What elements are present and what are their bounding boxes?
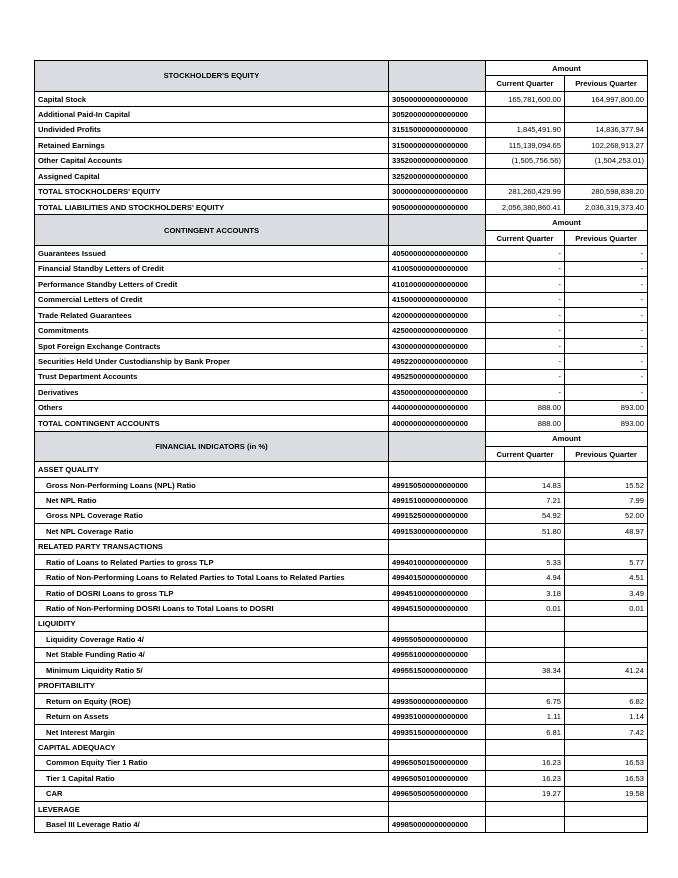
account-code: 440000000000000000: [389, 400, 486, 415]
previous-quarter-value: 164,997,800.00: [565, 91, 648, 106]
previous-quarter-value: -: [565, 246, 648, 261]
table-row: [35, 693, 648, 708]
row-label: Minimum Liquidity Ratio 5/: [35, 663, 389, 678]
previous-quarter-value: 7.42: [565, 724, 648, 739]
current-quarter-value: -: [486, 292, 565, 307]
table-row: [35, 724, 648, 739]
table-row: [35, 555, 648, 570]
previous-quarter-header: Previous Quarter: [565, 230, 648, 245]
previous-quarter-value: [565, 169, 648, 184]
row-label: Financial Standby Letters of Credit: [35, 261, 389, 276]
group-row: [35, 802, 648, 817]
account-code: 499151000000000000: [389, 493, 486, 508]
current-quarter-header: Current Quarter: [486, 230, 565, 245]
current-cell: [486, 802, 565, 817]
current-quarter-value: 0.01: [486, 601, 565, 616]
row-label: Gross Non-Performing Loans (NPL) Ratio: [35, 477, 389, 492]
code-cell: [389, 740, 486, 755]
account-code: 410050000000000000: [389, 261, 486, 276]
table-row: [35, 138, 648, 153]
table-row: [35, 246, 648, 261]
current-quarter-value: 281,260,429.99: [486, 184, 565, 199]
current-quarter-value: 2,056,380,860.41: [486, 199, 565, 214]
current-quarter-value: -: [486, 354, 565, 369]
row-label: Assigned Capital: [35, 169, 389, 184]
current-quarter-value: [486, 169, 565, 184]
previous-quarter-value: 6.82: [565, 693, 648, 708]
account-code: 499153000000000000: [389, 524, 486, 539]
account-code: 335200000000000000: [389, 153, 486, 168]
table-row: [35, 261, 648, 276]
previous-cell: [565, 616, 648, 631]
section-title: CONTINGENT ACCOUNTS: [35, 215, 389, 246]
row-label: Capital Stock: [35, 91, 389, 106]
previous-quarter-value: 0.01: [565, 601, 648, 616]
account-code: 499451500000000000: [389, 601, 486, 616]
table-row: [35, 755, 648, 770]
table-row: [35, 493, 648, 508]
table-row: [35, 477, 648, 492]
account-code: 495250000000000000: [389, 369, 486, 384]
current-quarter-value: 6.75: [486, 693, 565, 708]
table-row: [35, 184, 648, 199]
row-label: Ratio of Non-Performing DOSRI Loans to Total Loans to DOSRI: [35, 601, 389, 616]
group-label: RELATED PARTY TRANSACTIONS: [35, 539, 389, 554]
row-label: Others: [35, 400, 389, 415]
current-quarter-value: [486, 817, 565, 832]
table-row: [35, 709, 648, 724]
current-quarter-value: -: [486, 308, 565, 323]
current-quarter-value: [486, 647, 565, 662]
current-quarter-value: -: [486, 385, 565, 400]
current-quarter-value: 7.21: [486, 493, 565, 508]
account-code: 325200000000000000: [389, 169, 486, 184]
code-cell: [389, 678, 486, 693]
account-code: 499350000000000000: [389, 693, 486, 708]
table-row: [35, 647, 648, 662]
row-label: Additional Paid-In Capital: [35, 107, 389, 122]
row-label: Retained Earnings: [35, 138, 389, 153]
account-code: 499850000000000000: [389, 817, 486, 832]
current-quarter-value: 54.92: [486, 508, 565, 523]
account-code: 405000000000000000: [389, 246, 486, 261]
current-quarter-value: 4.94: [486, 570, 565, 585]
previous-quarter-value: 3.49: [565, 585, 648, 600]
previous-quarter-value: 102,268,913.27: [565, 138, 648, 153]
group-label: PROFITABILITY: [35, 678, 389, 693]
section-title: STOCKHOLDER'S EQUITY: [35, 61, 389, 92]
account-code: 425000000000000000: [389, 323, 486, 338]
row-label: Guarantees Issued: [35, 246, 389, 261]
row-label: CAR: [35, 786, 389, 801]
table-row: [35, 570, 648, 585]
account-code: 315150000000000000: [389, 122, 486, 137]
previous-cell: [565, 802, 648, 817]
account-code: 400000000000000000: [389, 416, 486, 431]
current-quarter-value: 5.33: [486, 555, 565, 570]
previous-quarter-value: [565, 817, 648, 832]
code-cell: [389, 539, 486, 554]
row-label: Spot Foreign Exchange Contracts: [35, 338, 389, 353]
previous-quarter-value: [565, 107, 648, 122]
current-quarter-value: -: [486, 277, 565, 292]
previous-cell: [565, 678, 648, 693]
previous-quarter-value: -: [565, 277, 648, 292]
account-code: 415000000000000000: [389, 292, 486, 307]
row-label: Gross NPL Coverage Ratio: [35, 508, 389, 523]
table-row: [35, 585, 648, 600]
table-row: [35, 385, 648, 400]
account-code: 499351500000000000: [389, 724, 486, 739]
current-quarter-value: [486, 107, 565, 122]
account-code: 905000000000000000: [389, 199, 486, 214]
row-label: Commitments: [35, 323, 389, 338]
section-header-row: [35, 61, 648, 76]
table-row: [35, 169, 648, 184]
previous-quarter-value: -: [565, 354, 648, 369]
previous-quarter-value: 16.53: [565, 771, 648, 786]
previous-quarter-value: -: [565, 338, 648, 353]
row-label: Undivided Profits: [35, 122, 389, 137]
group-row: [35, 616, 648, 631]
account-code: 499401500000000000: [389, 570, 486, 585]
row-label: Net NPL Coverage Ratio: [35, 524, 389, 539]
code-header-cell: [389, 215, 486, 246]
row-label: Ratio of Non-Performing Loans to Related Parties to Total Loans to Related Parties: [35, 570, 389, 585]
table-row: [35, 601, 648, 616]
group-row: [35, 539, 648, 554]
current-quarter-value: 38.34: [486, 663, 565, 678]
table-row: [35, 323, 648, 338]
previous-quarter-value: 4.51: [565, 570, 648, 585]
current-quarter-value: 19.27: [486, 786, 565, 801]
current-quarter-value: [486, 632, 565, 647]
table-row: [35, 400, 648, 415]
row-label: Common Equity Tier 1 Ratio: [35, 755, 389, 770]
previous-quarter-value: 41.24: [565, 663, 648, 678]
group-row: [35, 462, 648, 477]
table-row: [35, 199, 648, 214]
current-cell: [486, 740, 565, 755]
row-label: Trade Related Guarantees: [35, 308, 389, 323]
amount-header: Amount: [486, 431, 648, 446]
previous-quarter-header: Previous Quarter: [565, 446, 648, 461]
current-quarter-value: -: [486, 246, 565, 261]
account-code: 499351000000000000: [389, 709, 486, 724]
code-cell: [389, 462, 486, 477]
table-row: [35, 292, 648, 307]
previous-quarter-value: 15.52: [565, 477, 648, 492]
account-code: 315000000000000000: [389, 138, 486, 153]
current-quarter-value: -: [486, 369, 565, 384]
row-label: Net NPL Ratio: [35, 493, 389, 508]
current-quarter-value: (1,505,756.56): [486, 153, 565, 168]
current-quarter-header: Current Quarter: [486, 76, 565, 91]
account-code: 305000000000000000: [389, 91, 486, 106]
current-cell: [486, 539, 565, 554]
previous-quarter-value: 19.58: [565, 786, 648, 801]
current-quarter-value: 6.81: [486, 724, 565, 739]
previous-quarter-value: -: [565, 308, 648, 323]
group-label: CAPITAL ADEQUACY: [35, 740, 389, 755]
table-row: [35, 153, 648, 168]
previous-quarter-value: -: [565, 261, 648, 276]
amount-header: Amount: [486, 61, 648, 76]
previous-quarter-value: [565, 647, 648, 662]
row-label: Derivatives: [35, 385, 389, 400]
previous-quarter-value: 7.99: [565, 493, 648, 508]
row-label: Return on Assets: [35, 709, 389, 724]
current-quarter-value: -: [486, 323, 565, 338]
current-quarter-value: 16.23: [486, 755, 565, 770]
account-code: 305200000000000000: [389, 107, 486, 122]
previous-quarter-value: -: [565, 323, 648, 338]
current-quarter-value: 14.83: [486, 477, 565, 492]
current-quarter-value: 888.00: [486, 416, 565, 431]
previous-quarter-value: 16.53: [565, 755, 648, 770]
row-label: TOTAL CONTINGENT ACCOUNTS: [35, 416, 389, 431]
previous-quarter-value: -: [565, 385, 648, 400]
previous-quarter-value: 893.00: [565, 416, 648, 431]
table-row: [35, 308, 648, 323]
table-row: [35, 354, 648, 369]
table-row: [35, 817, 648, 832]
previous-quarter-value: -: [565, 369, 648, 384]
row-label: Tier 1 Capital Ratio: [35, 771, 389, 786]
current-quarter-value: 115,139,094.65: [486, 138, 565, 153]
current-quarter-value: 1.11: [486, 709, 565, 724]
current-quarter-value: 888.00: [486, 400, 565, 415]
previous-quarter-value: 2,036,319,373.40: [565, 199, 648, 214]
account-code: 499152500000000000: [389, 508, 486, 523]
current-quarter-value: 1,845,491.90: [486, 122, 565, 137]
row-label: Commercial Letters of Credit: [35, 292, 389, 307]
table-row: [35, 632, 648, 647]
previous-quarter-value: 48.97: [565, 524, 648, 539]
row-label: Return on Equity (ROE): [35, 693, 389, 708]
previous-quarter-value: 280,598,838.20: [565, 184, 648, 199]
current-quarter-value: -: [486, 261, 565, 276]
account-code: 300000000000000000: [389, 184, 486, 199]
previous-cell: [565, 740, 648, 755]
previous-quarter-value: 52.00: [565, 508, 648, 523]
current-quarter-header: Current Quarter: [486, 446, 565, 461]
account-code: 410100000000000000: [389, 277, 486, 292]
previous-cell: [565, 462, 648, 477]
account-code: 499551000000000000: [389, 647, 486, 662]
account-code: 499451000000000000: [389, 585, 486, 600]
table-row: [35, 771, 648, 786]
table-row: [35, 369, 648, 384]
row-label: Securities Held Under Custodianship by Bank Proper: [35, 354, 389, 369]
current-cell: [486, 616, 565, 631]
group-row: [35, 740, 648, 755]
table-row: [35, 508, 648, 523]
previous-quarter-value: 1.14: [565, 709, 648, 724]
account-code: 499650500500000000: [389, 786, 486, 801]
group-label: LEVERAGE: [35, 802, 389, 817]
code-cell: [389, 802, 486, 817]
previous-quarter-header: Previous Quarter: [565, 76, 648, 91]
group-row: [35, 678, 648, 693]
row-label: Ratio of Loans to Related Parties to gross TLP: [35, 555, 389, 570]
current-cell: [486, 462, 565, 477]
row-label: Net Stable Funding Ratio 4/: [35, 647, 389, 662]
table-row: [35, 786, 648, 801]
row-label: Basel III Leverage Ratio 4/: [35, 817, 389, 832]
account-code: 499650501500000000: [389, 755, 486, 770]
row-label: Liquidity Coverage Ratio 4/: [35, 632, 389, 647]
current-quarter-value: 165,781,600.00: [486, 91, 565, 106]
account-code: 499650501000000000: [389, 771, 486, 786]
row-label: Ratio of DOSRI Loans to gross TLP: [35, 585, 389, 600]
account-code: 430000000000000000: [389, 338, 486, 353]
row-label: Trust Department Accounts: [35, 369, 389, 384]
section-header-row: [35, 431, 648, 446]
previous-quarter-value: [565, 632, 648, 647]
current-cell: [486, 678, 565, 693]
table-row: [35, 416, 648, 431]
table-body: [35, 61, 648, 833]
table-row: [35, 524, 648, 539]
current-quarter-value: 3.18: [486, 585, 565, 600]
table-row: [35, 107, 648, 122]
group-label: ASSET QUALITY: [35, 462, 389, 477]
current-quarter-value: 51.80: [486, 524, 565, 539]
table-row: [35, 338, 648, 353]
account-code: 499401000000000000: [389, 555, 486, 570]
account-code: 499551500000000000: [389, 663, 486, 678]
code-header-cell: [389, 61, 486, 92]
previous-quarter-value: 5.77: [565, 555, 648, 570]
account-code: 499150500000000000: [389, 477, 486, 492]
account-code: 499550500000000000: [389, 632, 486, 647]
account-code: 420000000000000000: [389, 308, 486, 323]
row-label: TOTAL LIABILITIES AND STOCKHOLDERS' EQUITY: [35, 199, 389, 214]
group-label: LIQUIDITY: [35, 616, 389, 631]
current-quarter-value: 16.23: [486, 771, 565, 786]
amount-header: Amount: [486, 215, 648, 230]
row-label: Net Interest Margin: [35, 724, 389, 739]
row-label: TOTAL STOCKHOLDERS' EQUITY: [35, 184, 389, 199]
code-cell: [389, 616, 486, 631]
table-row: [35, 663, 648, 678]
previous-cell: [565, 539, 648, 554]
previous-quarter-value: 893.00: [565, 400, 648, 415]
previous-quarter-value: -: [565, 292, 648, 307]
section-header-row: [35, 215, 648, 230]
account-code: 435000000000000000: [389, 385, 486, 400]
account-code: 495220000000000000: [389, 354, 486, 369]
code-header-cell: [389, 431, 486, 462]
previous-quarter-value: 14,836,377.94: [565, 122, 648, 137]
row-label: Other Capital Accounts: [35, 153, 389, 168]
financial-statement-table: [34, 60, 648, 833]
table-row: [35, 122, 648, 137]
current-quarter-value: -: [486, 338, 565, 353]
table-row: [35, 91, 648, 106]
row-label: Performance Standby Letters of Credit: [35, 277, 389, 292]
table-row: [35, 277, 648, 292]
previous-quarter-value: (1,504,253.01): [565, 153, 648, 168]
section-title: FINANCIAL INDICATORS (in %): [35, 431, 389, 462]
